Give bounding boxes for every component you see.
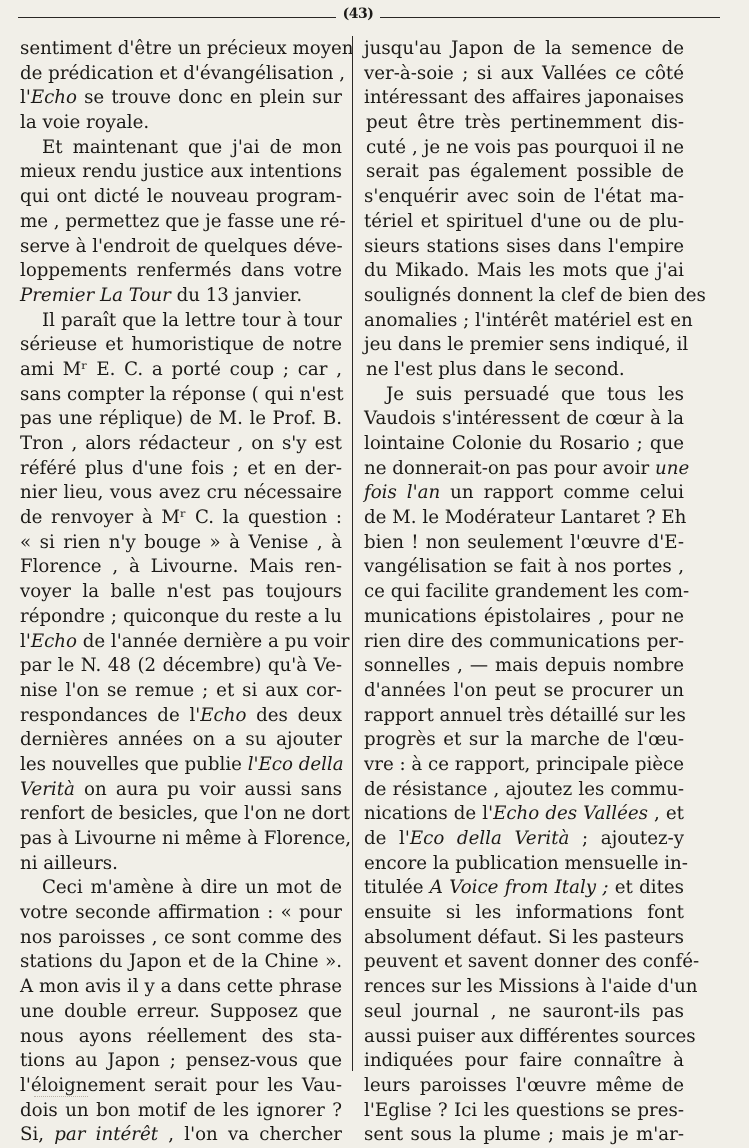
text-span: pas à Livourne ni même à Florence, — [20, 828, 352, 849]
text-span: rences sur les Missions à l'aide d'un — [364, 976, 698, 998]
text-line — [20, 136, 342, 161]
text-line — [20, 704, 342, 729]
text-span: serait pas également possible de — [366, 161, 684, 183]
text-line — [364, 383, 684, 408]
text-line — [364, 926, 684, 951]
text-line — [20, 235, 342, 260]
text-span: sans compter la réponse ( qui n'est — [20, 383, 344, 405]
text-line — [364, 852, 688, 877]
text-line — [364, 704, 684, 729]
text-span: seul journal , ne sauront-ils pas — [364, 1000, 684, 1022]
text-span: dois un bon motif de les ignorer ? — [20, 1099, 342, 1121]
text-span: renfort de besicles, que l'on ne dort — [20, 803, 351, 825]
text-span: serve à l'endroit de quelques déve- — [20, 235, 343, 257]
text-span: les nouvelles que publie — [20, 753, 248, 775]
text-span: aussi puiser aux différentes sources — [364, 1025, 696, 1047]
italic-text: l'Eco della — [247, 753, 344, 775]
text-line — [20, 950, 342, 975]
text-line — [20, 901, 342, 926]
text-span: nications de l' — [364, 803, 494, 825]
text-span: nos paroisses , ce sont comme des — [20, 926, 342, 948]
text-span: , l'on va chercher — [158, 1124, 342, 1146]
text-line — [20, 555, 342, 580]
text-span: vangélisation se fait à nos portes , — [364, 556, 684, 578]
text-span: bien ! non seulement l'œuvre d'E- — [364, 531, 684, 553]
text-line — [364, 827, 684, 852]
text-span: indiquées pour faire connaître à — [364, 1050, 684, 1072]
text-span: munications épistolaires , pour ne — [364, 605, 684, 627]
text-span: respondances de l' — [20, 704, 201, 726]
text-span: Vaudois s'intéressent de cœur à la — [364, 408, 684, 430]
text-line — [20, 185, 342, 210]
text-span: la voie royale. — [20, 112, 150, 134]
text-line — [364, 901, 684, 926]
text-line — [20, 1025, 342, 1050]
text-span: « si rien n'y bouge » à Venise , à — [20, 531, 342, 553]
text-span: jusqu'au Japon de la semence de — [364, 38, 684, 59]
text-span: mieux rendu justice aux intentions — [20, 161, 342, 183]
text-span: ami Mʳ E. C. a porté coup ; car , — [20, 358, 342, 380]
text-span: et dites — [608, 877, 684, 899]
text-line — [20, 259, 342, 284]
text-span: vre : à ce rapport, principale pièce — [364, 753, 685, 775]
text-line — [364, 506, 687, 531]
text-line — [364, 531, 684, 556]
text-line — [20, 309, 342, 334]
text-line — [20, 1000, 342, 1025]
text-line — [20, 605, 342, 630]
left-column — [20, 37, 354, 1148]
text-span: sérieuse et humoristique de notre — [20, 334, 342, 356]
text-line — [364, 1123, 684, 1148]
text-line — [364, 259, 684, 284]
text-span: référé plus d'une fois ; et en der- — [20, 457, 342, 479]
text-line — [20, 432, 342, 457]
text-span: , et — [647, 803, 684, 825]
text-span: de prédication et d'évangélisation , — [20, 62, 346, 84]
text-line — [20, 506, 342, 531]
text-line — [364, 481, 684, 506]
text-line — [20, 1099, 342, 1124]
text-span: ce qui facilite grandement les com- — [364, 581, 690, 603]
text-span: leurs paroisses l'œuvre même de — [364, 1074, 684, 1096]
text-line — [20, 580, 342, 605]
text-line — [20, 284, 342, 309]
text-line — [364, 1099, 684, 1124]
paper-blemish — [34, 1096, 88, 1100]
text-line — [364, 457, 690, 482]
text-line — [20, 630, 350, 655]
text-span: lointaine Colonie du Rosario ; que — [364, 433, 684, 454]
text-span: anomalies ; l'intérêt matériel est en — [364, 309, 693, 331]
text-line — [20, 827, 352, 852]
text-line — [20, 358, 342, 383]
text-span: peuvent et savent donner des confé- — [364, 951, 700, 973]
text-line — [364, 1025, 696, 1050]
header-rule-left — [18, 17, 336, 18]
italic-text: par intérêt — [54, 1124, 159, 1146]
text-line — [364, 605, 684, 630]
text-line — [364, 1074, 684, 1099]
text-span: rapport annuel très détaillé sur les — [364, 704, 686, 726]
text-span: loppements renfermés dans votre — [20, 260, 342, 282]
text-line — [364, 210, 684, 235]
italic-text: Premier La Tour — [20, 284, 171, 306]
text-line — [364, 136, 684, 161]
text-span: Il paraît que la lettre tour à tour — [42, 309, 342, 331]
text-line — [364, 778, 684, 803]
text-span: ne donnerait-on pas pour avoir — [364, 457, 656, 479]
text-line — [364, 802, 684, 827]
text-span: l' — [20, 87, 31, 109]
text-span: répondre ; quiconque du reste a lu — [20, 605, 342, 627]
text-line — [20, 876, 342, 901]
italic-text: Eco della Verità — [409, 828, 570, 849]
text-line — [364, 235, 684, 260]
text-span: Florence , à Livourne. Mais ren- — [20, 556, 342, 578]
text-line — [364, 630, 684, 655]
text-line — [20, 37, 354, 62]
italic-text: une — [655, 457, 690, 479]
italic-text: fois l'an — [364, 482, 441, 504]
text-span: des deux — [246, 704, 342, 726]
text-span: l'Eglise ? Ici les questions se pres- — [364, 1099, 684, 1121]
page-number: (43) — [342, 6, 374, 22]
text-line — [364, 975, 698, 1000]
text-span: nous ayons réellement des sta- — [20, 1025, 342, 1047]
text-span: pas une réplique) de M. le Prof. B. — [20, 408, 342, 430]
italic-text: A Voice from Italy ; — [429, 877, 609, 899]
text-line — [20, 86, 342, 111]
text-span: ver-à-soie ; si aux Vallées ce côté — [364, 62, 684, 84]
text-line — [20, 802, 351, 827]
text-span: qui ont dicté le nouveau program- — [20, 186, 342, 208]
text-line — [20, 531, 342, 556]
text-line — [364, 86, 684, 111]
text-span: l'éloignement serait pour les Vau- — [20, 1074, 342, 1096]
text-line — [20, 753, 342, 778]
text-line — [20, 62, 346, 87]
text-line — [364, 1000, 684, 1025]
italic-text: Echo des Vallées — [493, 803, 648, 825]
text-span: soulignés donnent la clef de bien des — [364, 284, 706, 306]
text-line — [364, 654, 684, 679]
text-line — [364, 580, 690, 605]
text-span: de l' — [364, 828, 410, 849]
text-line — [20, 457, 342, 482]
text-span: par le N. 48 (2 décembre) qu'à Ve- — [20, 655, 342, 677]
text-line — [20, 679, 342, 704]
text-span: se trouve donc en plein sur — [76, 87, 342, 109]
text-span: sent sous la plume ; mais je m'ar- — [364, 1124, 684, 1146]
text-line — [364, 37, 684, 62]
text-span: Ceci m'amène à dire un mot de — [42, 877, 342, 899]
text-line — [20, 778, 342, 803]
text-span: nise l'on se remue ; et si aux cor- — [20, 679, 342, 701]
text-line — [20, 975, 342, 1000]
text-line — [20, 160, 342, 185]
text-span: rien dire des communications per- — [364, 630, 684, 652]
text-line — [364, 753, 684, 778]
text-line — [20, 852, 342, 877]
text-span: de renvoyer à Mʳ C. la question : — [20, 507, 342, 529]
text-span: encore la publication mensuelle in- — [364, 852, 688, 874]
text-span: cuté , je ne vois pas pourquoi il ne — [366, 136, 684, 158]
header-rule-right — [380, 17, 720, 18]
text-span: un rapport comme celui — [440, 482, 684, 504]
text-line — [20, 383, 342, 408]
text-line — [364, 333, 689, 358]
text-span: ; ajoutez-y — [569, 828, 684, 849]
text-span: de M. le Modérateur Lantaret ? Eh — [364, 507, 687, 529]
text-line — [20, 1123, 342, 1148]
text-span: de l'année dernière a pu voir — [76, 630, 350, 652]
text-line — [364, 679, 684, 704]
text-line — [20, 210, 346, 235]
text-line — [364, 160, 684, 185]
text-line — [364, 358, 684, 383]
text-span: d'années l'on peut se procurer un — [364, 679, 684, 701]
text-span: Et maintenant que j'ai de mon — [42, 136, 342, 158]
text-span: sonnelles , — mais depuis nombre — [364, 655, 684, 677]
text-span: ne l'est plus dans le second. — [366, 358, 625, 380]
text-span: l' — [20, 630, 31, 652]
text-line — [364, 950, 700, 975]
text-line — [20, 1074, 342, 1099]
text-line — [20, 407, 342, 432]
text-span: on aura pu voir aussi sans — [74, 778, 342, 800]
text-span: titulée — [364, 877, 430, 899]
text-line — [20, 926, 342, 951]
text-span: Si, — [20, 1124, 55, 1146]
text-line — [364, 876, 684, 901]
text-line — [364, 432, 684, 457]
italic-text: Echo — [200, 704, 247, 726]
text-span: Je suis persuadé que tous les — [386, 383, 684, 405]
text-span: jeu dans le premier sens indiqué, il — [364, 334, 689, 356]
text-line — [364, 1049, 684, 1074]
text-span: absolument défaut. Si les pasteurs — [364, 926, 684, 948]
text-span: du Mikado. Mais les mots que j'ai — [364, 260, 684, 282]
page-header — [18, 6, 720, 26]
text-span: nier lieu, vous avez cru nécessaire — [20, 482, 342, 504]
right-column — [364, 37, 706, 1148]
italic-text: Echo — [30, 87, 77, 109]
text-span: voyer la balle n'est pas toujours — [20, 581, 342, 603]
text-line — [20, 728, 342, 753]
text-line — [364, 62, 684, 87]
text-span: Tron , alors rédacteur , on s'y est — [20, 433, 342, 454]
text-span: A mon avis il y a dans cette phrase — [20, 976, 342, 998]
italic-text: Verità — [20, 778, 75, 800]
text-line — [20, 481, 342, 506]
text-span: dernières années on a su ajouter — [20, 729, 342, 751]
text-span: stations du Japon et de la Chine ». — [20, 951, 342, 973]
text-span: une double erreur. Supposez que — [20, 1000, 342, 1022]
text-span: de résistance , ajoutez les commu- — [364, 778, 684, 800]
text-line — [20, 333, 342, 358]
text-line — [20, 654, 342, 679]
text-span: sentiment d'être un précieux moyen — [20, 38, 354, 59]
text-span: ni ailleurs. — [20, 852, 118, 874]
text-line — [364, 111, 684, 136]
italic-text: Echo — [30, 630, 77, 652]
text-line — [20, 111, 342, 136]
text-span: tions au Japon ; pensez-vous que — [20, 1050, 342, 1072]
text-span: s'enquérir avec soin de l'état ma- — [364, 186, 684, 208]
text-span: me , permettez que je fasse une ré- — [20, 210, 346, 232]
text-span: peut être très pertinemment dis- — [366, 112, 684, 134]
text-line — [364, 185, 684, 210]
text-span: tériel et spirituel d'une ou de plu- — [364, 210, 684, 232]
text-span: du 13 janvier. — [170, 284, 303, 306]
text-line — [364, 407, 684, 432]
text-span: progrès et sur la marche de l'œu- — [364, 729, 684, 751]
column-divider — [352, 36, 353, 1071]
text-span: votre seconde affirmation : « pour — [20, 902, 342, 924]
text-line — [364, 728, 684, 753]
text-line — [20, 1049, 342, 1074]
text-span: ensuite si les informations font — [364, 902, 684, 924]
text-span: sieurs stations sises dans l'empire — [364, 235, 684, 257]
text-line — [364, 284, 706, 309]
text-span: intéressant des affaires japonaises — [364, 87, 684, 109]
text-line — [364, 555, 684, 580]
text-line — [364, 309, 693, 334]
